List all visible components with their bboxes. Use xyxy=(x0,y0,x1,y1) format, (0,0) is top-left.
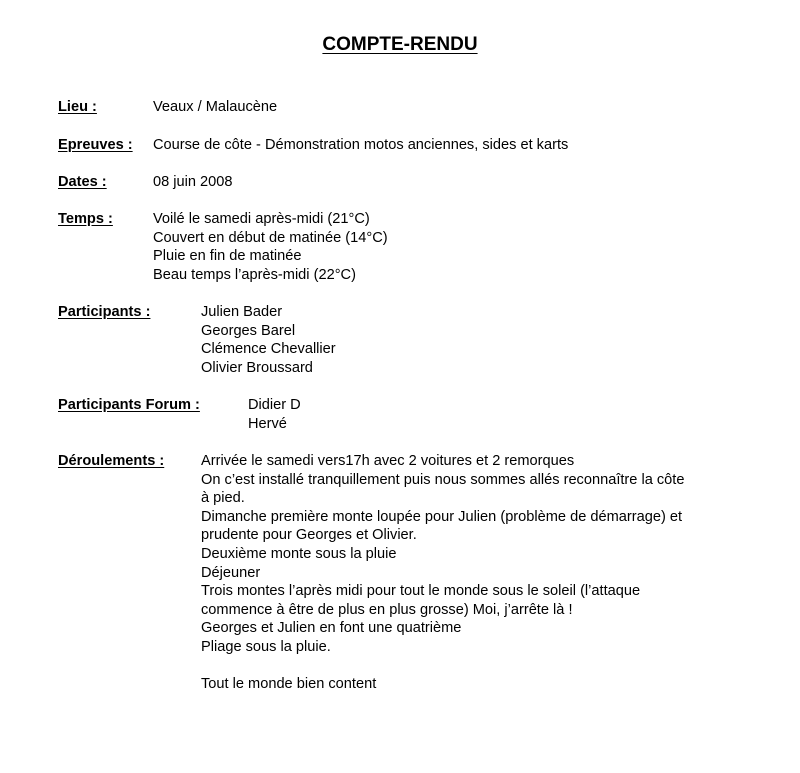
forum-participant-name: Hervé xyxy=(248,415,287,432)
lieu-value: Veaux / Malaucène xyxy=(153,99,278,115)
participant-name: Georges Barel xyxy=(201,322,296,339)
deroulement-line: Trois montes l’après midi pour tout le monde sous le soleil (l’attaque xyxy=(201,583,641,600)
deroulement-line: Déjeuner xyxy=(201,564,261,581)
temps-line: Voilé le samedi après-midi (21°C) xyxy=(153,211,370,227)
lieu-label: Lieu : xyxy=(58,99,97,115)
participants-label: Participants : xyxy=(58,304,151,320)
deroulement-line: Deuxième monte sous la pluie xyxy=(201,545,397,562)
epreuves-value: Course de côte - Démonstration motos anciennes, sides et karts xyxy=(153,137,569,153)
dates-label: Dates : xyxy=(58,174,107,190)
deroulement-line: Arrivée le samedi vers17h avec 2 voitures et 2 remorques xyxy=(201,453,575,469)
deroulement-blank-line xyxy=(201,657,684,676)
deroulement-line: Georges et Julien en font une quatrième xyxy=(201,620,462,637)
dates-value: 08 juin 2008 xyxy=(153,174,233,190)
deroulements-label: Déroulements : xyxy=(58,453,165,469)
temps-lines xyxy=(153,210,388,284)
participants-list xyxy=(201,303,336,377)
epreuves-label: Epreuves : xyxy=(58,137,133,153)
participant-name: Julien Bader xyxy=(201,304,283,320)
temps-label: Temps : xyxy=(58,211,113,227)
participants-forum-label: Participants Forum : xyxy=(58,397,200,413)
document-title: COMPTE-RENDU xyxy=(322,34,478,55)
participant-name: Olivier Broussard xyxy=(201,359,313,376)
deroulement-line: prudente pour Georges et Olivier. xyxy=(201,527,417,544)
temps-line: Beau temps l’après-midi (22°C) xyxy=(153,266,356,283)
participants-forum-list xyxy=(248,396,301,433)
deroulement-line: à pied. xyxy=(201,490,245,507)
temps-line: Couvert en début de matinée (14°C) xyxy=(153,229,388,246)
deroulement-line: Tout le monde bien content xyxy=(201,676,377,693)
participant-name: Clémence Chevallier xyxy=(201,341,336,358)
deroulements-lines xyxy=(201,452,684,694)
deroulement-line: On c’est installé tranquillement puis nous sommes allés reconnaître la côte xyxy=(201,471,685,488)
deroulement-line: commence à être de plus en plus grosse) Moi, j’arrête là ! xyxy=(201,601,573,618)
forum-participant-name: Didier D xyxy=(248,397,301,413)
deroulement-line: Pliage sous la pluie. xyxy=(201,638,331,655)
temps-line: Pluie en fin de matinée xyxy=(153,248,302,265)
deroulement-line: Dimanche première monte loupée pour Julien (problème de démarrage) et xyxy=(201,508,683,525)
